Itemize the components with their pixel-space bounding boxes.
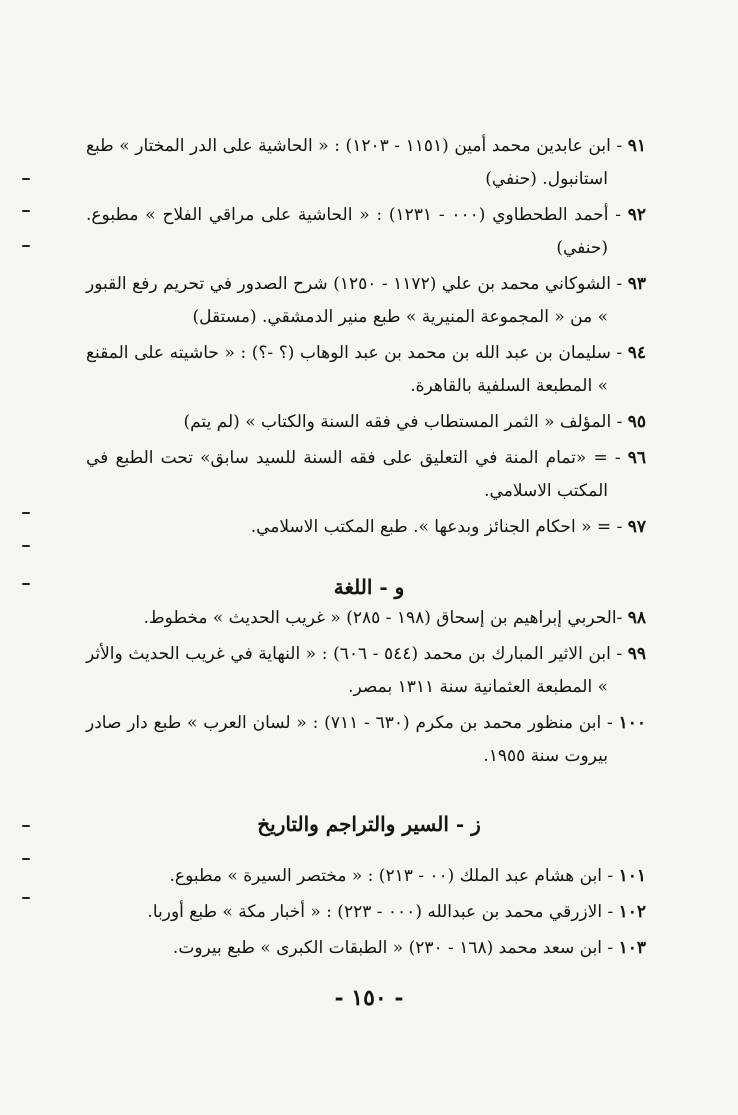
- entries-block-history: [86, 860, 646, 968]
- list-item: ٩١ - ابن عابدين محمد أمين (١١٥١ - ١٢٠٣) : « الحاشية على الدر المختار » طبع استانبول. (حنفي): [86, 136, 646, 189]
- margin-mark: [22, 210, 30, 212]
- list-item: ١٠٢ - الازرقي محمد بن عبدالله (٠٠٠ - ٢٢٣) : « أخبار مكة » طبع أوربا.: [147, 902, 646, 922]
- list-item: ٩٦ - = «تمام المنة في التعليق على فقه السنة للسيد سابق» تحت الطبع في المكتب الاسلامي.: [86, 448, 647, 501]
- section-title-history: ز - السير والتراجم والتاريخ: [257, 812, 481, 836]
- margin-mark: [22, 245, 30, 247]
- list-item: ٩٢ - أحمد الطحطاوي (٠٠٠ - ١٢٣١) : « الحاشية على مراقي الفلاح » مطبوع. (حنفي): [86, 205, 646, 258]
- list-item: ٩٥ - المؤلف « الثمر المستطاب في فقه السنة والكتاب » (لم يتم): [183, 412, 646, 432]
- entries-block-fiqh: [86, 130, 646, 547]
- list-item: ٩٤ - سليمان بن عبد الله بن محمد بن عبد الوهاب (؟ -؟) : « حاشيته على المقنع » المطبعة السلفية بالقاهرة.: [86, 343, 647, 396]
- section-title-language: و - اللغة: [333, 575, 405, 599]
- margin-mark: [22, 858, 30, 860]
- margin-mark: [22, 583, 30, 585]
- margin-mark: [22, 178, 30, 180]
- list-item: ٩٩ - ابن الاثير المبارك بن محمد (٥٤٤ - ٦٠٦) : « النهاية في غريب الحديث والأثر » المطبعة العثمانية سنة ١٣١١ بمصر.: [86, 644, 647, 697]
- list-item: ١٠٠ - ابن منظور محمد بن مكرم (٦٣٠ - ٧١١) : « لسان العرب » طبع دار صادر بيروت سنة ١٩٥٥.: [86, 713, 647, 766]
- margin-mark: [22, 512, 30, 514]
- list-item: ٩٧ - = « احكام الجنائز وبدعها ». طبع المكتب الاسلامي.: [250, 517, 646, 537]
- list-item: ٩٨ -الحربي إبراهيم بن إسحاق (١٩٨ - ٢٨٥) « غريب الحديث » مخطوط.: [143, 608, 646, 628]
- entries-block-language: [86, 602, 646, 776]
- list-item: ١٠١ - ابن هشام عبد الملك (٠٠ - ٢١٣) : « مختصر السيرة » مطبوع.: [169, 866, 646, 886]
- page-number: - ١٥٠ -: [334, 985, 404, 1011]
- margin-mark: [22, 825, 30, 827]
- list-item: ١٠٣ - ابن سعد محمد (١٦٨ - ٢٣٠) « الطبقات الكبرى » طبع بيروت.: [172, 938, 646, 958]
- list-item: ٩٣ - الشوكاني محمد بن علي (١١٧٢ - ١٢٥٠) شرح الصدور في تحريم رفع القبور » من « المجموعة المنيرية » طبع منير الدمشقي. (مستقل): [86, 274, 646, 327]
- margin-mark: [22, 545, 30, 547]
- margin-mark: [22, 897, 30, 899]
